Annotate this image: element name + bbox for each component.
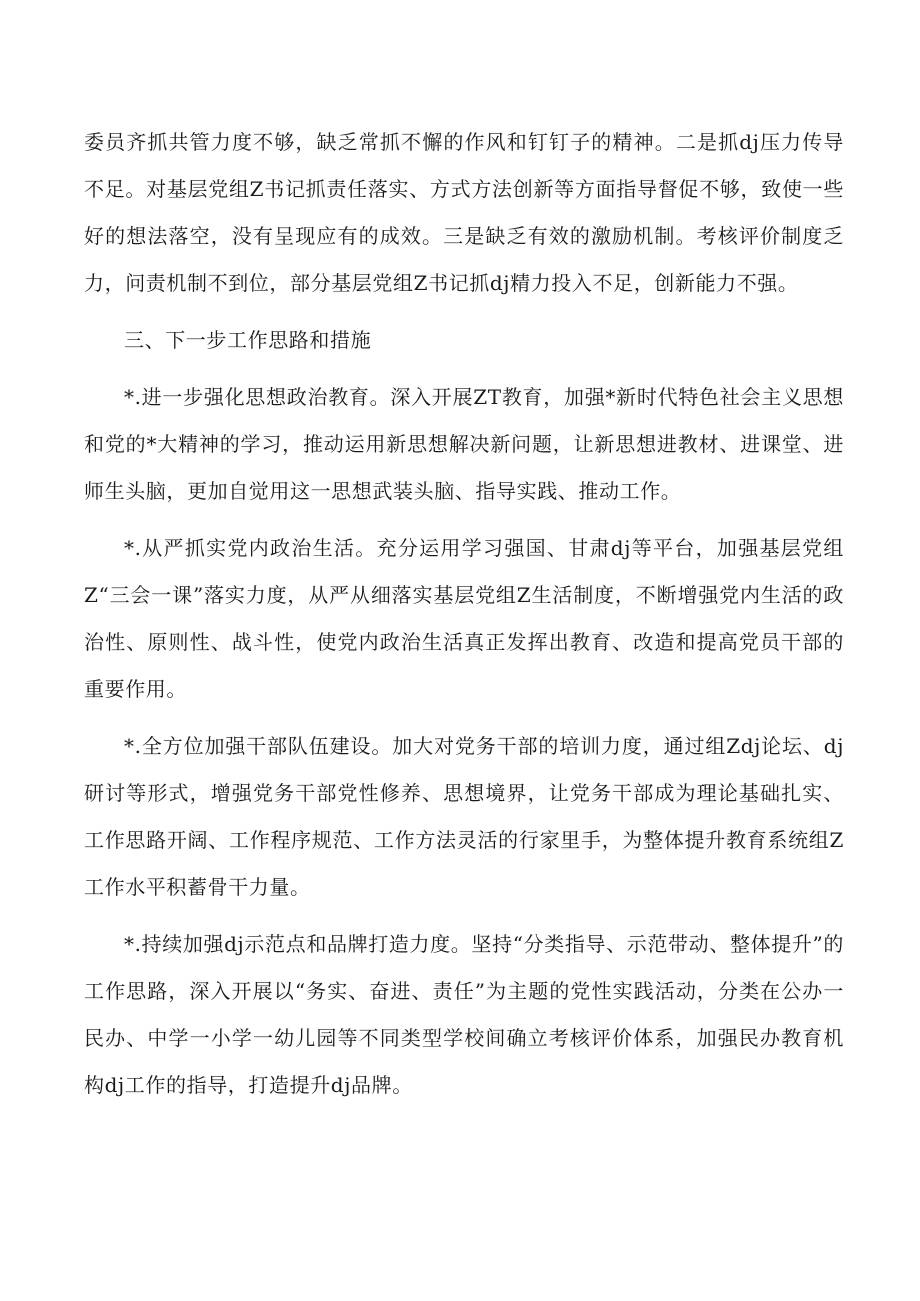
section-heading: 三、下一步工作思路和措施 — [124, 328, 372, 352]
measure-paragraph-4: *.持续加强dj示范点和品牌打造力度。坚持“分类指导、示范带动、整体提升”的工作思路，深入开展以“务实、奋进、责任”为主题的党性实践活动，分类在公办一民办、中学一小学一幼儿园等不同类型学校间确立考核评价体系，加强民办教育机构dj工作的指导，打造提升dj品牌。 — [84, 932, 844, 1097]
continuation-paragraph: 委员齐抓共管力度不够，缺乏常抓不懈的作风和钉钉子的精神。二是抓dj压力传导不足。对基层党组Z书记抓责任落实、方式方法创新等方面指导督促不够，致使一些好的想法落空，没有呈现应有的成效。三是缺乏有效的激励机制。考核评价制度乏力，问责机制不到位，部分基层党组Z书记抓dj精力投入不足，创新能力不强。 — [84, 130, 844, 295]
measure-paragraph-2: *.从严抓实党内政治生活。充分运用学习强国、甘肃dj等平台，加强基层党组Z“三会一课”落实力度，从严从细落实基层党组Z生活制度，不断增强党内生活的政治性、原则性、战斗性，使党内政治生活真正发挥出教育、改造和提高党员干部的重要作用。 — [84, 536, 844, 701]
measure-paragraph-3: *.全方位加强干部队伍建设。加大对党务干部的培训力度，通过组Zdj论坛、dj研讨等形式，增强党务干部党性修养、思想境界，让党务干部成为理论基础扎实、工作思路开阔、工作程序规范、工作方法灵活的行家里手，为整体提升教育系统组Z工作水平积蓄骨干力量。 — [84, 734, 844, 899]
document-body — [84, 119, 844, 1119]
measure-paragraph-1: *.进一步强化思想政治教育。深入开展ZT教育，加强*新时代特色社会主义思想和党的*大精神的学习，推动运用新思想解决新问题，让新思想进教材、进课堂、进师生头脑，更加自觉用这一思想武装头脑、指导实践、推动工作。 — [84, 385, 844, 503]
